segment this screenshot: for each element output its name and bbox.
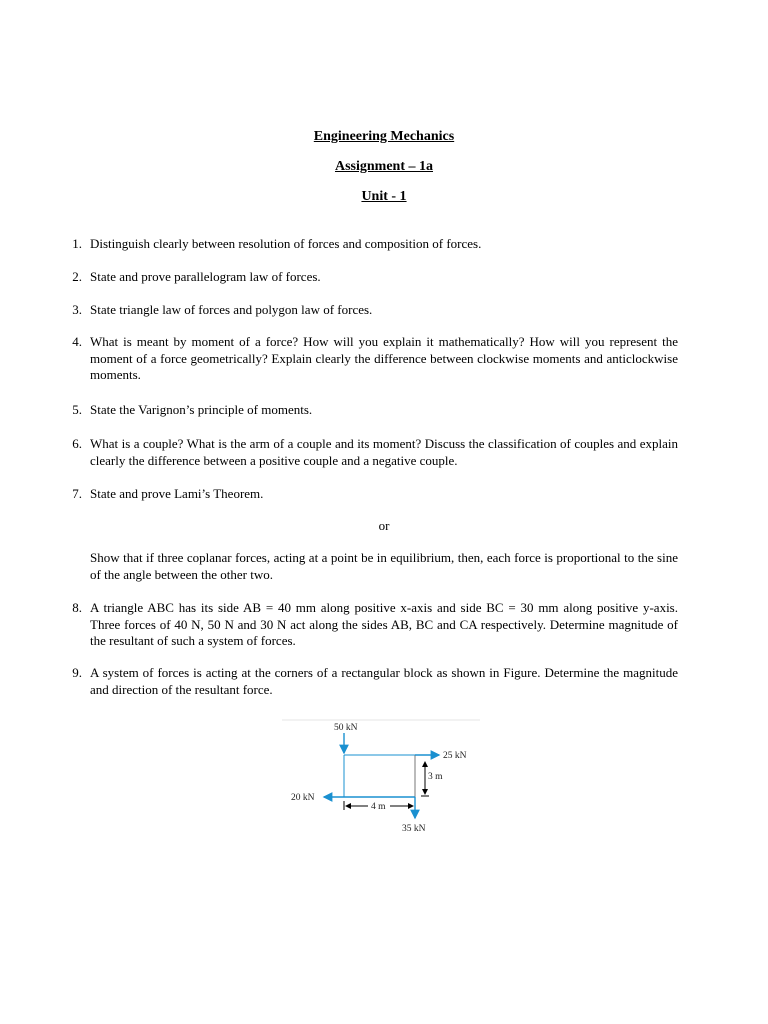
question-1	[62, 236, 678, 253]
question-number: 9.	[72, 665, 82, 680]
label-35kn: 35 kN	[402, 824, 426, 834]
question-5	[62, 402, 678, 419]
unit-title: Unit - 1	[361, 189, 407, 204]
question-number: 1.	[72, 236, 82, 251]
question-8	[62, 600, 678, 650]
question-number: 3.	[72, 302, 82, 317]
force-diagram	[280, 718, 490, 847]
question-4	[62, 334, 678, 384]
question-number: 4.	[72, 334, 82, 349]
question-2	[62, 269, 678, 286]
question-text: State the Varignon’s principle of moments.	[90, 402, 313, 417]
label-20kn: 20 kN	[291, 793, 315, 803]
question-number: 2.	[72, 269, 82, 284]
label-50kn: 50 kN	[334, 723, 358, 733]
question-7	[62, 486, 678, 503]
question-number: 6.	[72, 436, 82, 451]
question-text: A system of forces is acting at the corners of a rectangular block as shown in Figure. Determine the magnitude and direction of the resultant force.	[90, 665, 678, 697]
label-3m: 3 m	[428, 772, 443, 782]
question-3	[62, 302, 678, 319]
question-number: 7.	[72, 486, 82, 501]
label-25kn: 25 kN	[443, 751, 467, 761]
question-number: 8.	[72, 600, 82, 615]
question-6	[62, 436, 678, 469]
question-9	[62, 665, 678, 698]
course-title: Engineering Mechanics	[313, 129, 455, 144]
question-text: What is meant by moment of a force? How will you explain it mathematically? How will you represent the moment of a force geometrically? Explain clearly the difference between clockwise moments and anticlockwise moments.	[90, 334, 678, 382]
question-text: A triangle ABC has its side AB = 40 mm along positive x-axis and side BC = 30 mm along positive y-axis. Three forces of 40 N, 50 N and 30 N act along the sides AB, BC and CA respectively. Determine magnitude of the resultant of such a system of forces.	[90, 600, 678, 648]
question-number: 5.	[72, 402, 82, 417]
label-4m: 4 m	[371, 802, 386, 812]
question-text: State and prove Lami’s Theorem.	[90, 486, 264, 501]
question-text: Distinguish clearly between resolution of forces and composition of forces.	[90, 236, 482, 251]
question-text: What is a couple? What is the arm of a couple and its moment? Discuss the classification of couples and explain clearly the difference between a positive couple and a negative couple.	[90, 436, 678, 468]
force-diagram-svg	[280, 718, 490, 842]
question-7-or: or	[378, 518, 390, 533]
question-7-alternative: Show that if three coplanar forces, acting at a point be in equilibrium, then, each force is proportional to the sine of the angle between the other two.	[90, 550, 678, 582]
question-text: State and prove parallelogram law of forces.	[90, 269, 321, 284]
assignment-title: Assignment – 1a	[334, 159, 433, 174]
question-text: State triangle law of forces and polygon law of forces.	[90, 302, 373, 317]
